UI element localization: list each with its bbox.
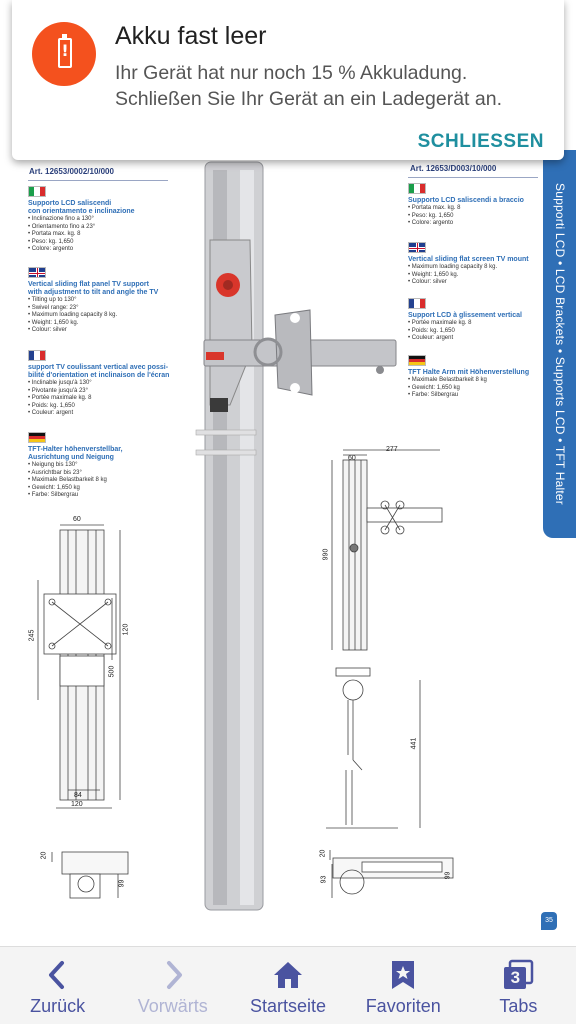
notification-title: Akku fast leer <box>115 22 267 50</box>
spec-item: • Weight: 1,650 kg. <box>28 319 79 326</box>
spec-title: with adjustment to tilt and angle the TV <box>28 289 159 296</box>
spec-item: • Colour: silver <box>28 327 67 334</box>
spec-item: • Maximale Belastbarkeit 8 kg <box>28 477 107 484</box>
dimension-label: 84 <box>74 792 82 799</box>
spec-item: • Peso: kg. 1,650 <box>28 238 74 245</box>
spec-item: • Swivel range: 23° <box>28 304 79 311</box>
forward-button[interactable] <box>115 947 230 1024</box>
home-icon <box>272 959 304 991</box>
back-label: Zurück <box>30 996 86 1016</box>
spec-item: • Maximum loading capacity 8 kg. <box>408 264 498 270</box>
category-side-tab <box>543 150 576 538</box>
spec-title: bilité d'orientation et inclinaison de l'écran <box>28 372 170 379</box>
spec-item: • Maximum loading capacity 8 kg. <box>28 312 118 319</box>
favorites-label: Favoriten <box>365 996 441 1016</box>
spec-item: • Orientamento fino a 23° <box>28 223 96 230</box>
spec-title: TFT Halte Arm mit Höhenverstellung <box>408 369 530 376</box>
spec-block-it <box>28 186 178 254</box>
spec-block-it <box>408 183 538 228</box>
chevron-right-icon <box>157 959 189 991</box>
spec-title: Support LCD à glissement vertical <box>408 312 522 319</box>
france-flag-icon <box>28 350 46 361</box>
spec-item: • Ausrichtbar bis 23° <box>28 469 82 476</box>
spec-item: • Gewicht: 1,650 kg <box>28 484 80 491</box>
category-side-label: Supporti LCD • LCD Brackets • Supports LCD • TFT Halter <box>552 183 567 505</box>
low-battery-notification[interactable] <box>12 0 564 160</box>
divider <box>28 180 168 181</box>
spec-title: Vertical sliding flat panel TV support <box>28 281 149 288</box>
spec-item: • Colore: argento <box>28 246 74 253</box>
germany-flag-icon <box>408 355 426 366</box>
uk-flag-icon <box>28 267 46 278</box>
dimension-label: 500 <box>108 665 116 678</box>
spec-item: • Portée maximale kg. 8 <box>408 320 472 326</box>
dimension-label: 60 <box>348 455 356 462</box>
tabs-label: Tabs <box>499 996 538 1016</box>
dimension-label: 277 <box>386 446 398 453</box>
home-button[interactable] <box>230 947 345 1024</box>
dimension-label: 20 <box>40 851 48 860</box>
spec-item: • Poids: kg. 1,650 <box>408 327 455 334</box>
spec-block-fr <box>408 298 538 343</box>
spec-item: • Gewicht: 1,650 kg <box>408 384 460 391</box>
spec-title: con orientamento e inclinazione <box>28 208 135 215</box>
dimension-label: 120 <box>71 801 83 808</box>
spec-title: TFT-Halter höhenverstellbar, <box>28 446 123 453</box>
spec-title: Supporto LCD saliscendi a braccio <box>408 197 524 204</box>
spec-item: • Maximale Belastbarkeit 8 kg <box>408 377 487 383</box>
spec-item: • Inclinazione fino a 130° <box>28 216 94 222</box>
dimension-label: 20 <box>319 849 327 858</box>
page-number: 35 <box>541 912 557 930</box>
notification-body: Ihr Gerät hat nur noch 15 % Akkuladung. Schließen Sie Ihr Gerät an ein Ladegerät an. <box>115 62 502 110</box>
spec-title: Vertical sliding flat screen TV mount <box>408 256 529 263</box>
dimension-label: 441 <box>410 737 418 750</box>
dimension-label: 99 <box>444 871 452 880</box>
spec-item: • Couleur: argent <box>28 410 74 417</box>
germany-flag-icon <box>28 432 46 443</box>
spec-item: • Tilting up to 130° <box>28 297 77 303</box>
back-button[interactable] <box>0 947 115 1024</box>
dimension-label: 99 <box>118 879 126 888</box>
bottom-navigation <box>0 946 576 1024</box>
spec-block-fr <box>28 350 178 418</box>
spec-block-de <box>28 432 178 500</box>
spec-item: • Couleur: argent <box>408 335 454 342</box>
spec-item: • Portata max. kg. 8 <box>408 205 461 211</box>
italy-flag-icon <box>408 183 426 194</box>
forward-label: Vorwärts <box>137 996 208 1016</box>
right-article-number: Art. 12653/D003/10/000 <box>410 164 497 173</box>
dimension-label: 93 <box>320 875 328 884</box>
dimension-label: 990 <box>322 548 330 561</box>
spec-item: • Peso: kg. 1,650 <box>408 212 454 219</box>
spec-item: • Farbe: Silbergrau <box>408 392 459 399</box>
tab-count: 3 <box>510 968 521 987</box>
battery-alert-icon <box>32 22 96 86</box>
spec-item: • Colour: silver <box>408 279 447 286</box>
left-article-number: Art. 12653/0002/10/000 <box>29 167 114 176</box>
divider <box>408 177 538 178</box>
spec-title: Ausrichtung und Neigung <box>28 454 114 461</box>
italy-flag-icon <box>28 186 46 197</box>
dimension-label: 60 <box>73 516 81 523</box>
spec-item: • Portata max. kg. 8 <box>28 231 81 238</box>
tabs-button[interactable] <box>461 947 576 1024</box>
spec-title: Supporto LCD saliscendi <box>28 200 112 207</box>
spec-item: • Poids: kg. 1,650 <box>28 402 75 409</box>
spec-block-de <box>408 355 538 400</box>
spec-item: • Neigung bis 130° <box>28 462 78 468</box>
spec-title: support TV coulissant vertical avec possi- <box>28 364 169 371</box>
chevron-left-icon <box>42 959 74 991</box>
spec-item: • Farbe: Silbergrau <box>28 492 79 499</box>
dimension-label: 120 <box>122 623 130 636</box>
dimension-label: 245 <box>28 629 36 642</box>
spec-item: • Weight: 1,650 kg. <box>408 271 459 278</box>
spec-item: • Colore: argento <box>408 220 454 227</box>
home-label: Startseite <box>249 996 327 1016</box>
spec-block-en <box>408 242 538 287</box>
bookmark-star-icon <box>387 959 419 991</box>
spec-item: • Portée maximale kg. 8 <box>28 395 92 402</box>
spec-block-en <box>28 267 178 335</box>
dismiss-button[interactable]: SCHLIESSEN <box>417 131 544 152</box>
favorites-button[interactable] <box>346 947 461 1024</box>
uk-flag-icon <box>408 242 426 253</box>
france-flag-icon <box>408 298 426 309</box>
spec-item: • Inclinable jusqu'à 130° <box>28 380 92 386</box>
spec-item: • Pivotante jusqu'à 23° <box>28 387 89 394</box>
